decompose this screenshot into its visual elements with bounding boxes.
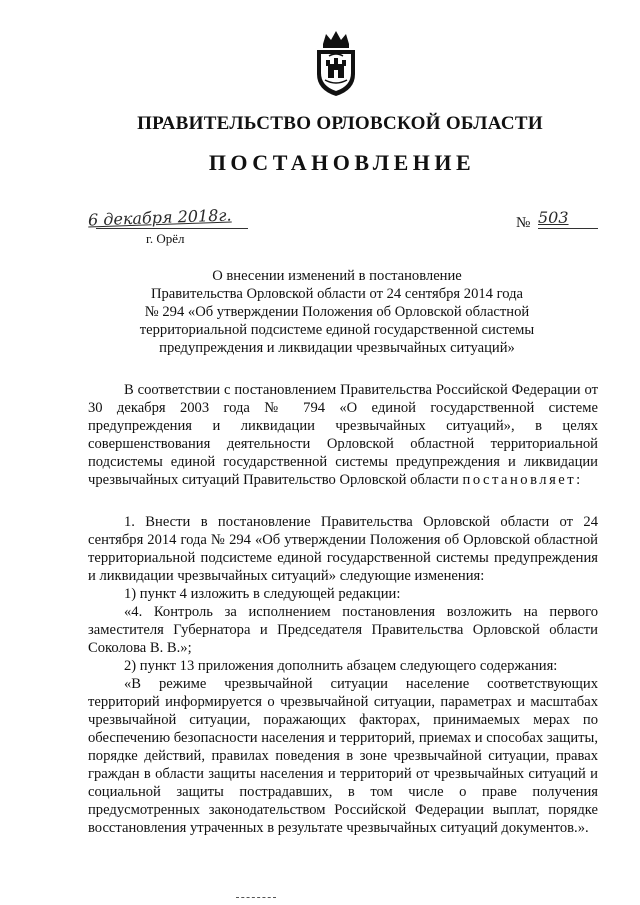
item-paragraph: «В режиме чрезвычайной ситуации население соответствующих территорий информируется о чрезвычайной ситуации, параметрах и масштабах чрезвычайной ситуации, поражающих факторах, принимаемых мерах по обеспечению безопасности населения и территорий, приемах и способах защиты, порядке действий, правилах поведения в зоне чрезвычайной ситуации, правах граждан в области защиты населения и территорий от чрезвычайных ситуаций и социальной защиты пострадавших, в том числе о праве получения предусмотренных законодательством Российской Федерации выплат, порядке восстановления утраченных в результате чрезвычайных ситуаций документов.». <box>88 676 598 836</box>
document-subject <box>130 267 544 357</box>
number-label: № <box>516 215 531 231</box>
handwritten-date: 6 декабря 2018г. <box>87 205 232 230</box>
coat-of-arms-icon <box>311 28 361 98</box>
item-paragraph: «4. Контроль за исполнением постановления возложить на первого заместителя Губернатора и Председателя Правительства Орловской области Соколова В. В.»; <box>88 604 598 656</box>
item-paragraph: 2) пункт 13 приложения дополнить абзацем следующего содержания: <box>124 658 558 674</box>
number-line <box>538 228 598 229</box>
date-line <box>96 228 248 229</box>
resolution-items <box>88 513 598 837</box>
item-paragraph: 1. Внести в постановление Правительства Орловской области от 24 сентября 2014 года № 294 «Об утверждении Положения об Орловской областной территориальной подсистеме единой государственной системы предупреждения и ликвидации чрезвычайных ситуаций» следующие изменения: <box>88 514 598 584</box>
organization-title: ПРАВИТЕЛЬСТВО ОРЛОВСКОЙ ОБЛАСТИ <box>137 113 543 134</box>
item-paragraph: 1) пункт 4 изложить в следующей редакции: <box>124 586 401 602</box>
subject-line: О внесении изменений в постановление <box>212 268 462 284</box>
handwritten-number: 503 <box>538 208 569 227</box>
footer-divider <box>236 897 276 898</box>
city-label: г. Орёл <box>146 231 185 246</box>
preamble <box>88 381 598 489</box>
preamble-text: В соответствии с постановлением Правительства Российской Федерации от 30 декабря 2003 года № 794 «О единой государственной системе предупреждения и ликвидации чрезвычайных ситуаций», в целях совершенствования деятельности Орловской областной территориальной подсистемы единой государственной системы предупреждения и ликвидации чрезвычайных ситуаций Правительство Орловской области <box>88 382 598 488</box>
resolution-keyword: постановляет: <box>462 472 583 488</box>
subject-line: № 294 «Об утверждении Положения об Орловской областной <box>144 304 530 320</box>
document-type: ПОСТАНОВЛЕНИЕ <box>208 150 476 175</box>
subject-line: территориальной подсистеме единой государственной системы <box>139 322 535 338</box>
subject-line: Правительства Орловской области от 24 сентября 2014 года <box>150 286 524 302</box>
subject-line: предупреждения и ликвидации чрезвычайных ситуаций» <box>159 340 515 356</box>
preamble-paragraph <box>88 381 598 489</box>
